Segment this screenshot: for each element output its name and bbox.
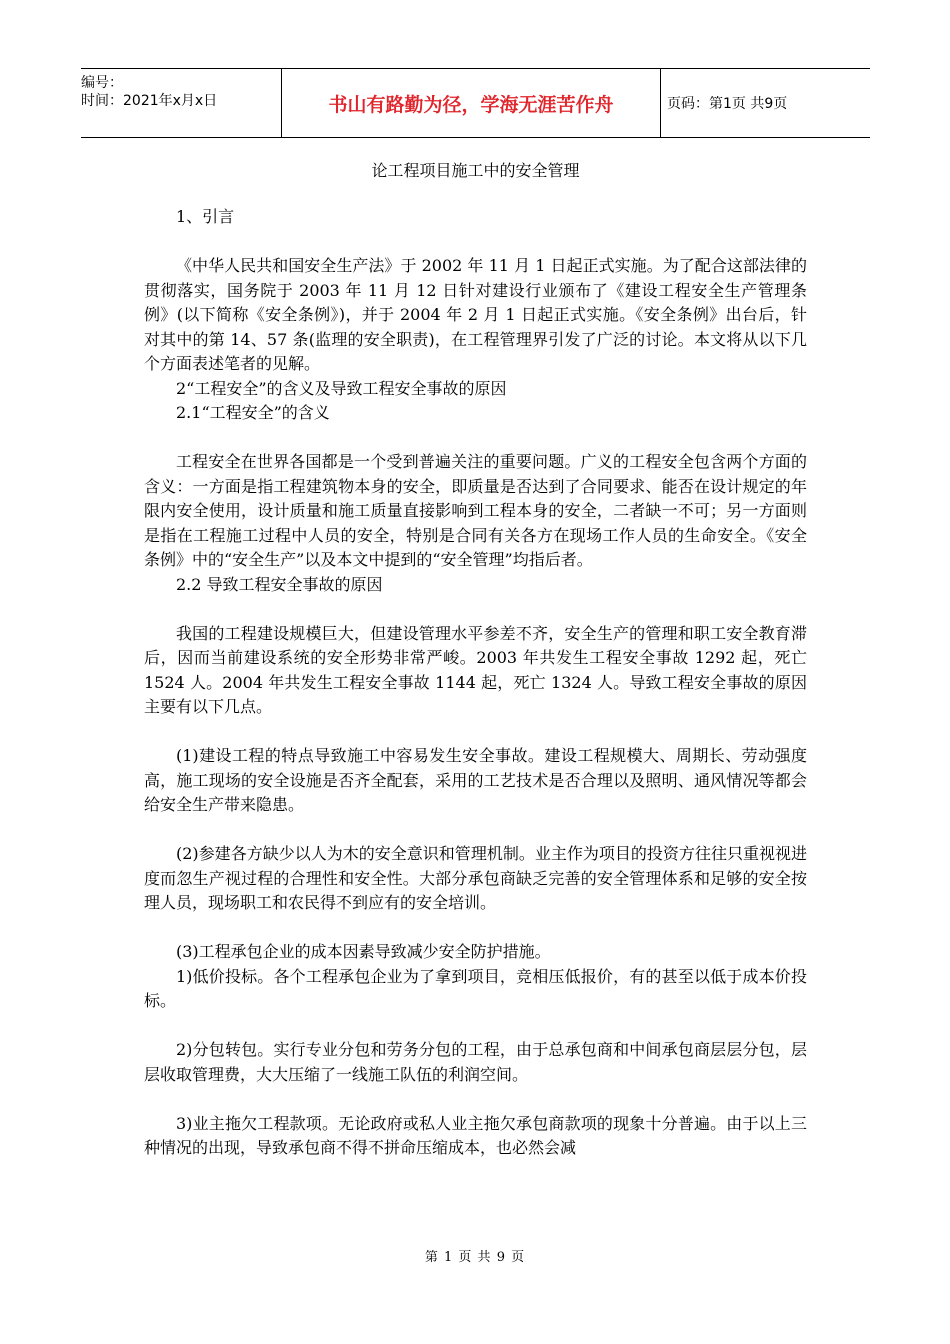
section-heading-2-2: 2.2 导致工程安全事故的原因 — [176, 574, 383, 594]
paragraph-intro: 《中华人民共和国安全生产法》于 2002 年 11 月 1 日起正式实施。为了配合这部法律的贯彻落实，国务院于 2003 年 11 月 12 日针对建设行业颁布了《建设工程安全生产管理条例》(以下简称《安全条例》)，并于 2004 年 2 月 1 日起正式实施。《安全条例》出台后，针对其中的第 14、57 条(监理的安全职责)，在工程管理界引发了广泛的讨论。本文将从以下几个方面表述笔者的见解。 — [144, 256, 807, 373]
paragraph-engineering-safety: 工程安全在世界各国都是一个受到普遍关注的重要问题。广义的工程安全包含两个方面的含义：一方面是指工程建筑物本身的安全，即质量是否达到了合同要求、能否在设计规定的年限内安全使用，设计质量和施工质量直接影响到工程本身的安全，二者缺一不可；另一方面则是指在工程施工过程中人员的安全，特别是合同有关各方在现场工作人员的生命安全。《安全条例》中的“安全生产”以及本文中提到的“安全管理”均指后者。 — [144, 452, 807, 569]
document-number-label: 编号： — [81, 75, 123, 91]
paragraph-cause-2: (2)参建各方缺少以人为木的安全意识和管理机制。业主作为项目的投资方往往只重视视进度而忽生产视过程的合理性和安全性。大部分承包商缺乏完善的安全管理体系和足够的安全按理人员，现场职工和农民得不到应有的安全培训。 — [144, 844, 807, 912]
document-date: 时间：2021年x月x日 — [81, 93, 218, 109]
page-footer: 第 1 页 共 9 页 — [424, 1250, 526, 1265]
page-header — [81, 68, 870, 138]
spacer — [144, 818, 807, 843]
section-heading-intro: 1、引言 — [176, 207, 235, 226]
paragraph-cause-1: (1)建设工程的特点导致施工中容易发生安全事故。建设工程规模大、周期长、劳动强度高，施工现场的安全设施是否齐全配套，采用的工艺技术是否合理以及照明、通风情况等都会给安全生产带来隐患。 — [144, 746, 807, 814]
section-heading-2-1: 2.1“工程安全”的含义 — [176, 403, 330, 422]
spacer — [144, 597, 807, 622]
spacer — [144, 916, 807, 941]
spacer — [144, 1014, 807, 1039]
paragraph-cause-3: (3)工程承包企业的成本因素导致减少安全防护措施。 — [176, 942, 551, 961]
paragraph-cause-3-3: 3)业主拖欠工程款项。无论政府或私人业主拖欠承包商款项的现象十分普遍。由于以上三种情况的出现，导致承包商不得不拼命压缩成本，也必然会减 — [144, 1113, 807, 1157]
document-title: 论工程项目施工中的安全管理 — [371, 161, 580, 180]
spacer — [144, 426, 807, 451]
spacer — [144, 720, 807, 745]
spacer — [144, 230, 807, 255]
header-page-info: 页码：第1页 共9页 — [667, 96, 788, 112]
header-meta — [81, 69, 281, 137]
spacer — [144, 1087, 807, 1112]
paragraph-cause-3-2: 2)分包转包。实行专业分包和劳务分包的工程，由于总承包商和中间承包商层层分包，层层收取管理费，大大压缩了一线施工队伍的利润空间。 — [144, 1040, 807, 1084]
paragraph-cause-3-1: 1)低价投标。各个工程承包企业为了拿到项目，竞相压低报价，有的甚至以低于成本价投标。 — [144, 966, 807, 1010]
header-motto: 书山有路勤为径，学海无涯苦作舟 — [281, 69, 661, 137]
document-body — [144, 158, 807, 1161]
paragraph-accident-stats: 我国的工程建设规模巨大，但建设管理水平参差不齐，安全生产的管理和职工安全教育滞后，因而当前建设系统的安全形势非常严峻。2003 年共发生工程安全事故 1292 起，死亡 1524 人。2004 年共发生工程安全事故 1144 起，死亡 1324 人。导致工程安全事故的原因主要有以下几点。 — [144, 623, 807, 716]
section-heading-2: 2“工程安全”的含义及导致工程安全事故的原因 — [176, 378, 507, 398]
